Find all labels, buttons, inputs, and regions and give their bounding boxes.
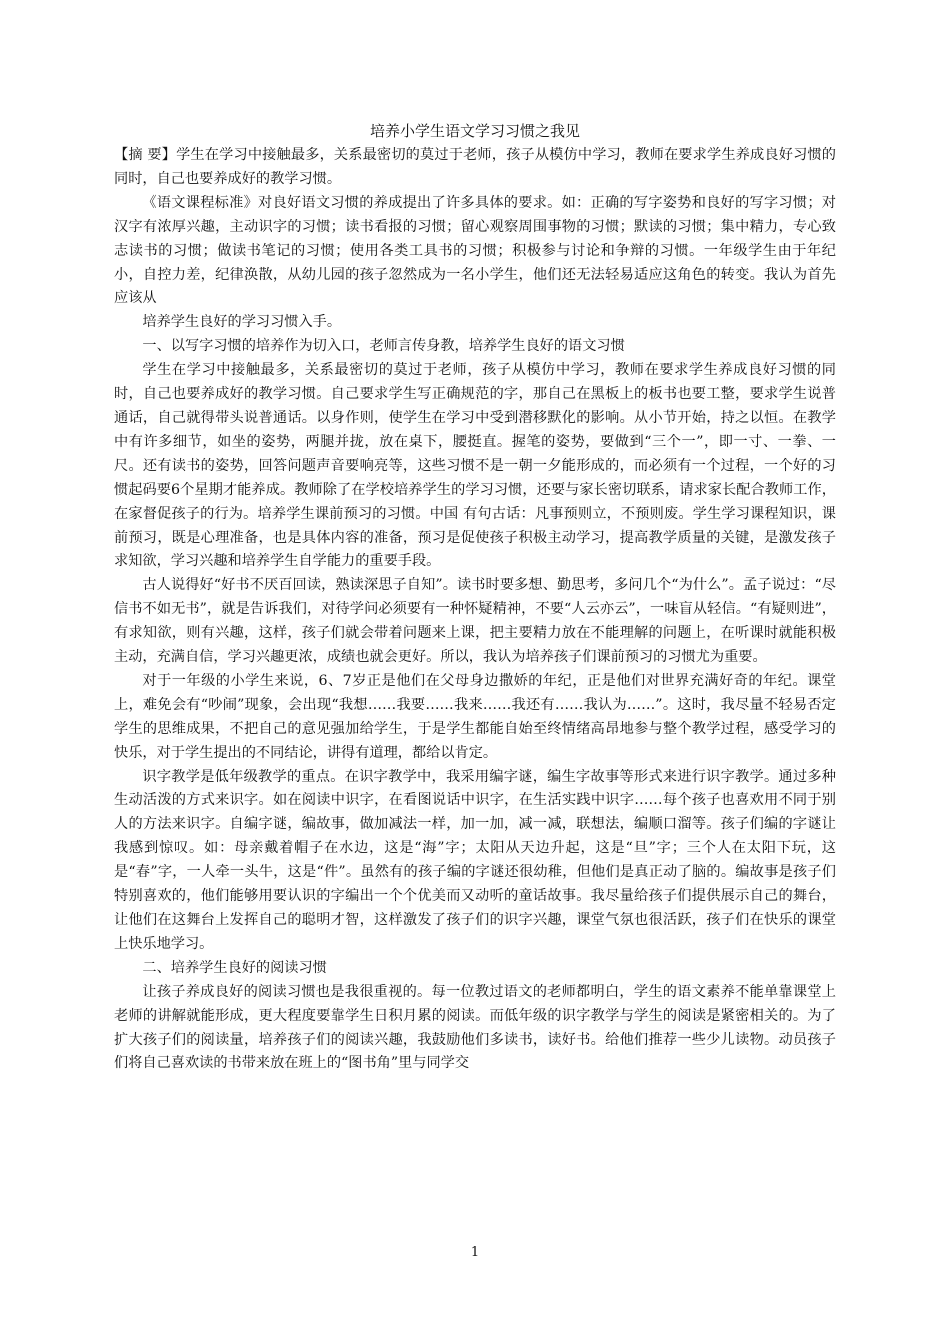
abstract-paragraph [114,144,836,192]
document-page [114,120,836,1076]
section-heading: 一、以写字习惯的培养作为切入口，老师言传身教，培养学生良好的语文习惯 [142,338,625,355]
body-paragraph: 培养学生良好的学习习惯入手。 [142,314,342,331]
section-heading: 二、培养学生良好的阅读习惯 [142,959,327,976]
abstract-text: 学生在学习中接触最多，关系最密切的莫过于老师，孩子从模仿中学习，教师在要求学生养成良好习惯的同时，自己也要养成好的教学习惯。 [114,147,836,187]
body-paragraph: 让孩子养成良好的阅读习惯也是我很重视的。每一位教过语文的老师都明白，学生的语文素养不能单靠课堂上老师的讲解就能形成，更大程度要靠学生日积月累的阅读。而低年级的识字教学与学生的阅读是紧密相关的。为了扩大孩子们的阅读量，培养孩子们的阅读兴趣，我鼓励他们多读书，读好书。给他们推荐一些少儿读物。动员孩子们将自己喜欢读的书带来放在班上的“图书角”里与同学交 [114,983,836,1072]
abstract-label: 【摘 要】 [114,147,177,163]
body-paragraph: 古人说得好“好书不厌百回读，熟读深思子自知”。读书时要多想、勤思考，多问几个“为什么”。孟子说过：“尽信书不如无书”，就是告诉我们，对待学问必须要有一种怀疑精神，不要“人云亦云”，一味盲从轻信。“有疑则进”，有求知欲，则有兴趣，这样，孩子们就会带着问题来上课，把主要精力放在不能理解的问题上，在听课时就能积极主动，充满自信，学习兴趣更浓，成绩也就会更好。所以，我认为培养孩子们课前预习的习惯尤为重要。 [114,577,836,666]
body-paragraph: 《语文课程标准》对良好语文习惯的养成提出了许多具体的要求。如：正确的写字姿势和良好的写字习惯；对汉字有浓厚兴趣，主动识字的习惯；读书看报的习惯；留心观察周围事物的习惯；默读的习惯；集中精力，专心致志读书的习惯；做读书笔记的习惯；使用各类工具书的习惯；积极参与讨论和争辩的习惯。一年级学生由于年纪小，自控力差，纪律涣散，从幼儿园的孩子忽然成为一名小学生，他们还无法轻易适应这角色的转变。我认为首先应该从 [114,194,836,307]
body-paragraph: 学生在学习中接触最多，关系最密切的莫过于老师，孩子从模仿中学习，教师在要求学生养成良好习惯的同时，自己也要养成好的教学习惯。自己要求学生写正确规范的字，那自己在黑板上的板书也要工整，要求学生说普通话，自己就得带头说普通话。以身作则，使学生在学习中受到潜移默化的影响。从小节开始，持之以恒。在教学中有许多细节，如坐的姿势，两腿并拢，放在桌下，腰挺直。握笔的姿势，要做到“三个一”，即一寸、一拳、一尺。还有读书的姿势，回答问题声音要响亮等，这些习惯不是一朝一夕能形成的，而必须有一个过程，一个好的习惯起码要6个星期才能养成。教师除了在学校培养学生的学习习惯，还要与家长密切联系，请求家长配合教师工作，在家督促孩子的行为。培养学生课前预习的习惯。中国 有句古话：凡事预则立，不预则废。学生学习课程知识，课前预习，既是心理准备，也是具体内容的准备，预习是促使孩子积极主动学习，提高教学质量的关键，是激发孩子求知欲，学习兴趣和培养学生自学能力的重要手段。 [114,362,836,570]
body-paragraph: 识字教学是低年级教学的重点。在识字教学中，我采用编字谜，编生字故事等形式来进行识字教学。通过多种生动活泼的方式来识字。如在阅读中识字，在看图说话中识字，在生活实践中识字……每个孩子也喜欢用不同于别人的方法来识字。自编字谜，编故事，做加减法一样，加一加，减一减，联想法，编顺口溜等。孩子们编的字谜让我感到惊叹。如：母亲戴着帽子在水边，这是“海”字；太阳从天边升起，这是“旦”字；三个人在太阳下玩，这是“春”字，一人牵一头牛，这是“件”。虽然有的孩子编的字谜还很幼稚，但他们是真正动了脑的。编故事是孩子们特别喜欢的，他们能够用要认识的字编出一个个优美而又动听的童话故事。我尽量给孩子们提供展示自己的舞台，让他们在这舞台上发挥自己的聪明才智，这样激发了孩子们的识字兴趣，课堂气氛也很活跃，孩子们在快乐的课堂上快乐地学习。 [114,768,836,952]
page-number: 1 [470,1245,480,1260]
body-paragraph: 对于一年级的小学生来说，6、7岁正是他们在父母身边撒娇的年纪，正是他们对世界充满好奇的年纪。课堂上，难免会有“吵闹”现象，会出现“我想……我要……我来……我还有……我认为……”。这时，我尽量不轻易否定学生的思维成果，不把自己的意见强加给学生，于是学生都能自始至终情绪高昂地参与整个教学过程，感受学习的快乐，对于学生提出的不同结论，讲得有道理，都给以肯定。 [114,672,836,761]
document-title: 培养小学生语文学习习惯之我见 [369,122,580,140]
